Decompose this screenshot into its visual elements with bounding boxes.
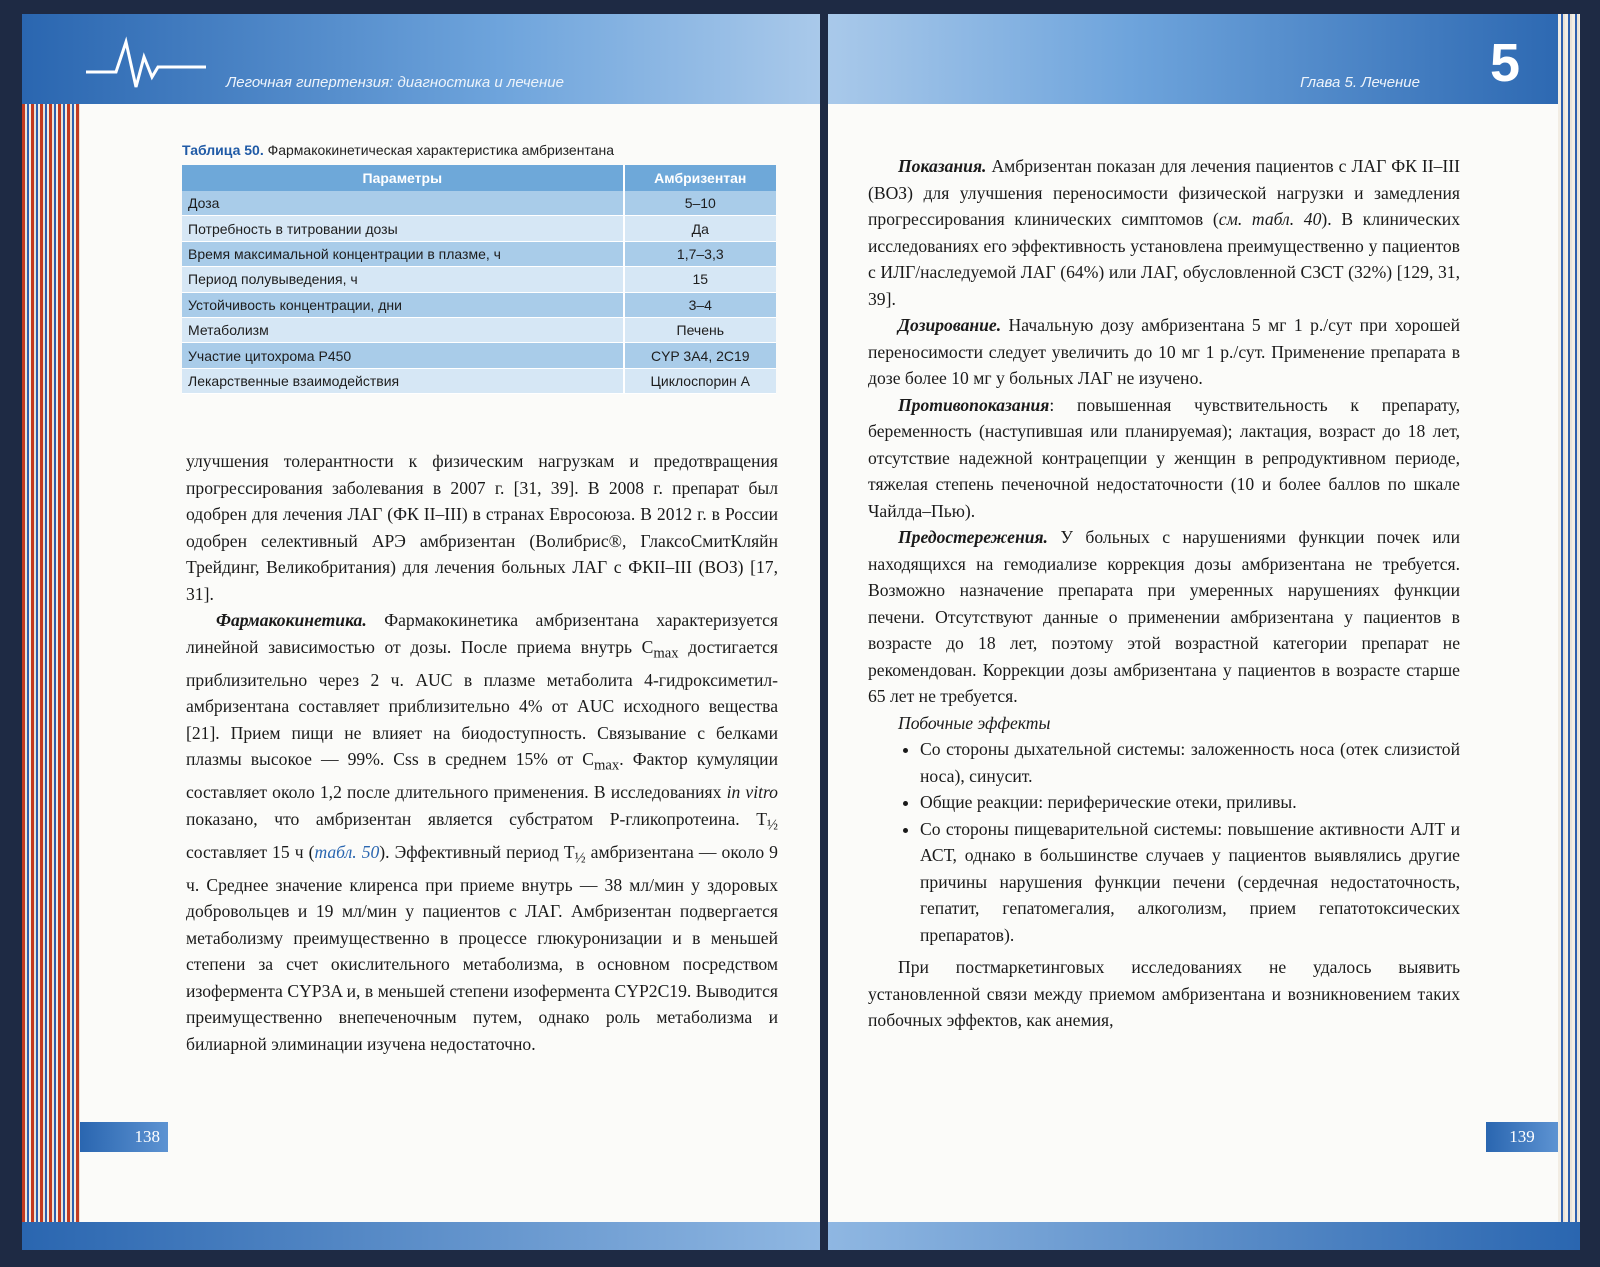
left-body-text	[186, 448, 778, 1057]
side-effects-heading: Побочные эффекты	[898, 712, 1051, 733]
section-heading: Предостережения.	[898, 527, 1048, 547]
subscript: max	[594, 757, 620, 774]
text-run: ). Эффективный период T	[379, 841, 575, 862]
table-row	[182, 368, 776, 393]
footer-band	[22, 1222, 820, 1250]
table-cell: 3–4	[624, 292, 776, 317]
chapter-number: 5	[1489, 33, 1520, 93]
table-cell: 15	[624, 267, 776, 292]
table-row	[182, 267, 776, 292]
table-cell: Время максимальной концентрации в плазме, ч	[182, 241, 624, 266]
right-body-text	[868, 153, 1460, 1034]
text-run: ). В клинических исследованиях его эффективность установлена преимущественно у пациентов с ИЛГ/наследуемой ЛАГ (64%) или ЛАГ, обусловленной СЗСТ (32%) [129, 31, 39].	[868, 209, 1461, 309]
page-edges	[1558, 14, 1580, 1250]
table-row	[182, 216, 776, 241]
table-caption-text: Фармакокинетическая характеристика амбризентана	[267, 142, 614, 158]
table-reference-link[interactable]: табл. 50	[314, 841, 380, 862]
table-header-cell: Амбризентан	[624, 165, 776, 191]
table-row	[182, 343, 776, 368]
table-cell: Участие цитохрома P450	[182, 343, 624, 368]
paragraph-contraindications	[868, 392, 1460, 525]
page-number: 138	[80, 1122, 168, 1152]
table-reference: см. табл. 40	[1218, 209, 1322, 229]
text-run: Фармакокинетика амбризентана характеризуется линейной зависимостью от дозы. После приема внутрь C	[186, 610, 778, 657]
section-heading: Противопоказания	[898, 394, 1050, 415]
footer-band	[828, 1222, 1580, 1250]
section-heading: Показания.	[898, 156, 987, 176]
running-head: Глава 5. Лечение	[1300, 74, 1420, 91]
paragraph-warnings	[868, 524, 1460, 710]
subscript: ½	[767, 817, 778, 834]
table-header-row	[182, 165, 776, 191]
table-cell: Да	[624, 216, 776, 241]
text-run: достигается приблизительно через 2 ч. AUC в плазме метаболита 4-гидроксиметил-амбризентана составляет приблизительно 4% от AUC исходного вещества [21]. Прием пищи не влияет на биодоступность. Связывание с белками плазмы высокое — 99%. Css в среднем 15% от C	[186, 636, 778, 770]
text-run: амбризентана — около 9 ч. Среднее значение клиренса при приеме внутрь — 38 мл/мин у здоровых добровольцев и 19 мл/мин у пациентов с ЛАГ. Амбризентан подвергается метаболизму преимущественно в процессе глюкуронизации и в меньшей степени за счет окислительного метаболизма, в основном посредством изофермента CYP3A и, в меньшей степени изофермента CYP2C19. Выводится преимущественно внепеченочным путем, однако роль метаболизма и билиарной элиминации изучена недостаточно.	[186, 841, 778, 1054]
list-item: • Общие реакции: периферические отеки, приливы.	[920, 789, 1460, 816]
paragraph-approval: улучшения толерантности к физическим нагрузкам и предотвращения прогрессирования заболевания в 2007 г. [31, 39]. В 2008 г. препарат был одобрен для лечения ЛАГ (ФК II–III) в странах Евросоюза. В 2012 г. в России одобрен селективный АРЭ амбризентан (Волибрис®, ГлаксоСмитКляйн Трейдинг, Великобритания) для лечения больных ЛАГ с ФКII–III (ВОЗ) [17, 31].	[186, 451, 778, 604]
left-page	[22, 14, 820, 1250]
table-cell: CYP 3A4, 2C19	[624, 343, 776, 368]
table-row	[182, 241, 776, 266]
table-cell: Потребность в титровании дозы	[182, 216, 624, 241]
table-cell: Метаболизм	[182, 317, 624, 342]
text-run: У больных с нарушениями функции почек или находящихся на гемодиализе коррекция дозы амбризентана не требуется. Возможно назначение препарата при умеренных нарушениях функции печени. Отсутствуют данные о применении амбризентана у пациентов в возрасте до 18 лет, поэтому этой возрастной категории препарат не рекомендован. Коррекции дозы амбризентана у пациентов в возрасте старше 65 лет не требуется.	[868, 527, 1460, 706]
table-cell: Устойчивость концентрации, дни	[182, 292, 624, 317]
text-run: . Фактор кумуляции составляет около 1,2 после длительного применения. В исследованиях	[186, 749, 778, 803]
italic-term: in vitro	[726, 782, 778, 803]
table-row	[182, 292, 776, 317]
table-cell: 5–10	[624, 191, 776, 216]
section-heading: Фармакокинетика.	[216, 610, 367, 630]
paragraph-postmarketing: При постмаркетинговых исследованиях не удалось выявить установленной связи между приемом амбризентана и возникновением таких побочных эффектов, как анемия,	[868, 957, 1460, 1030]
right-page	[828, 14, 1580, 1250]
text-run: Начальную дозу амбризентана 5 мг 1 р./сут при хорошей переносимости следует увеличить до 10 мг 1 р./сут. Применение препарата в дозе более 10 мг у больных ЛАГ не изучено.	[868, 315, 1460, 388]
table-cell: Лекарственные взаимодействия	[182, 368, 624, 393]
running-head: Легочная гипертензия: диагностика и лечение	[226, 74, 564, 91]
table-cell: 1,7–3,3	[624, 241, 776, 266]
section-heading: Дозирование.	[898, 315, 1002, 335]
header-band	[828, 14, 1580, 104]
heartbeat-icon	[86, 32, 206, 92]
table-cell: Доза	[182, 191, 624, 216]
table-cell: Период полувыведения, ч	[182, 267, 624, 292]
table-header-cell: Параметры	[182, 165, 624, 191]
table-row	[182, 317, 776, 342]
page-edges	[22, 14, 80, 1250]
side-effects-list	[868, 736, 1460, 948]
table-cell: Печень	[624, 317, 776, 342]
list-item: • Со стороны пищеварительной системы: повышение активности АЛТ и АСТ, однако в большинстве случаев у пациентов выявлялись другие причины нарушения функции печени (сердечная недостаточность, гепатит, гепатомегалия, алкоголизм, прием гепатотоксических препаратов).	[920, 816, 1460, 949]
subscript: max	[653, 645, 679, 662]
subscript: ½	[574, 850, 586, 867]
paragraph-dosing	[868, 312, 1460, 392]
text-run: Амбризентан показан для лечения пациентов с ЛАГ ФК II–III (ВОЗ) для улучшения переносимости физической нагрузки и замедления прогрессирования клинических симптомов (	[868, 156, 1460, 229]
pharmacokinetics-table	[182, 165, 776, 394]
paragraph-pharmacokinetics	[186, 607, 778, 1057]
text-run: показано, что амбризентан является субстратом P-гликопротеина. T	[186, 808, 767, 829]
paragraph-indications	[868, 153, 1460, 312]
table-caption-label: Таблица 50.	[182, 142, 264, 158]
text-run: составляет 15 ч (	[186, 841, 315, 862]
list-item: • Со стороны дыхательной системы: заложенность носа (отек слизистой носа), синусит.	[920, 736, 1460, 789]
table-caption	[182, 142, 614, 158]
table-row	[182, 191, 776, 216]
table-cell: Циклоспорин А	[624, 368, 776, 393]
text-run: : повышенная чувствительность к препарату, беременность (наступившая или планируемая); лактация, возраст до 18 лет, отсутствие надежной контрацепции у женщин в репродуктивном периоде, тяжелая степень печеночной недостаточности (10 и более баллов по шкале Чайлда–Пью).	[868, 394, 1460, 521]
page-number: 139	[1486, 1122, 1558, 1152]
